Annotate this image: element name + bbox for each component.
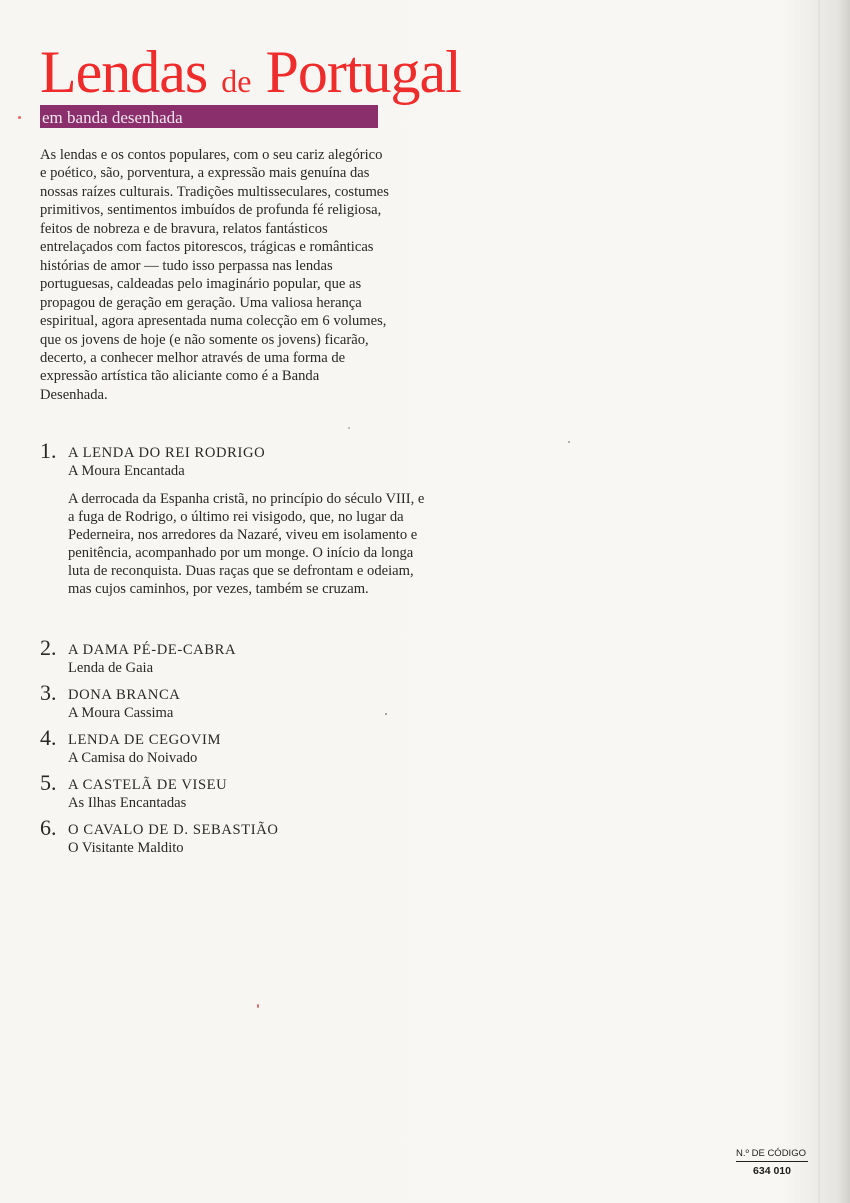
volume-number: 5. <box>40 770 57 795</box>
cover-edge <box>838 0 850 1203</box>
volume-number: 3. <box>40 680 57 705</box>
volume-description: A derrocada da Espanha cristã, no princípio do século VIII, e a fuga de Rodrigo, o último rei visigodo, que, no lugar da Pederneira, nos arredores da Nazaré, viveu em isolamento e penitência, acompanhado por um monge. O início da longa luta de reconquista. Duas raças que se defrontam e odeiam, mas cujos caminhos, por vezes, também se cruzam. <box>68 491 425 598</box>
product-code <box>736 1148 808 1178</box>
print-speck <box>385 713 387 715</box>
volume-subtitle: A Moura Cassima <box>68 705 174 721</box>
volume-subtitle: O Visitante Maldito <box>68 840 184 856</box>
print-speck <box>257 1004 259 1008</box>
volume-number: 6. <box>40 815 57 840</box>
volume-number: 1. <box>40 438 57 463</box>
print-speck <box>568 441 570 443</box>
print-speck <box>348 427 350 429</box>
volume-subtitle: A Moura Encantada <box>68 463 185 479</box>
volume-title: O CAVALO DE D. SEBASTIÃO <box>68 822 279 838</box>
intro-paragraph: As lendas e os contos populares, com o seu cariz alegórico e poético, são, porventura, a expressão mais genuína das nossas raízes culturais. Tradições multisseculares, costumes primitivos, sentimentos imbuídos de profunda fé religiosa, feitos de nobreza e de bravura, relatos fantásticos entrelaçados com factos pitorescos, trágicas e românticas histórias de amor — tudo isso perpassa nas lendas portuguesas, caldeadas pelo imaginário popular, que as propagou de geração em geração. Uma valiosa herança espiritual, agora apresentada numa colecção em 6 volumes, que os jovens de hoje (e não somente os jovens) ficarão, decerto, a conhecer melhor através de uma forma de expressão artística tão aliciante como é a Banda Desenhada. <box>40 147 389 403</box>
volume-number: 2. <box>40 635 57 660</box>
fold-line <box>818 0 820 1203</box>
series-title <box>40 40 461 113</box>
series-subtitle: em banda desenhada <box>42 108 183 127</box>
volume-subtitle: A Camisa do Noivado <box>68 750 198 766</box>
title-main: Lendas <box>40 39 208 105</box>
volume-subtitle: As Ilhas Encantadas <box>68 795 187 811</box>
volume-title: A CASTELÃ DE VISEU <box>68 777 228 793</box>
volume-title: A DAMA PÉ-DE-CABRA <box>68 642 237 658</box>
title-connector: de <box>221 63 252 99</box>
product-code-value: 634 010 <box>753 1165 791 1177</box>
title-end: Portugal <box>265 39 461 105</box>
volume-subtitle: Lenda de Gaia <box>68 660 154 676</box>
volume-title: LENDA DE CEGOVIM <box>68 732 222 748</box>
print-speck <box>18 116 21 119</box>
product-code-label: N.º DE CÓDIGO <box>736 1148 808 1162</box>
volume-title: DONA BRANCA <box>68 687 181 703</box>
volume-title: A LENDA DO REI RODRIGO <box>68 445 266 461</box>
volume-number: 4. <box>40 725 57 750</box>
